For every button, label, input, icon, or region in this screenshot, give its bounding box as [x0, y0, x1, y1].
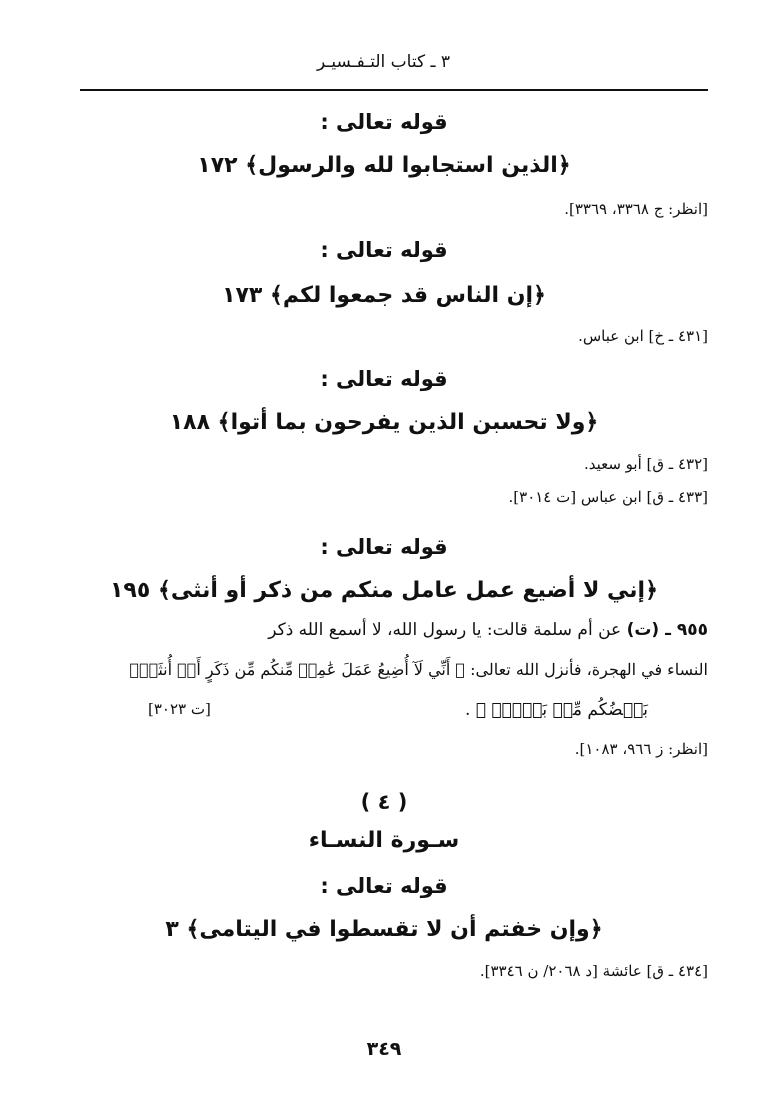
- hadith-reference: [ت ٣٠٢٣]: [148, 700, 211, 718]
- section-heading: قوله تعالى :: [320, 535, 448, 559]
- reference-line: [٤٣١ ـ خ] ابن عباس.: [578, 327, 708, 345]
- hadith-text: بَعۡضُكُم مِّنۢ بَعۡضٖۖ ﴾ .: [464, 700, 648, 720]
- section-heading: قوله تعالى :: [320, 110, 448, 134]
- verse-title: ﴿وإن خفتم أن لا تقسطوا في اليتامى﴾ ٣: [165, 917, 603, 942]
- reference-line: [٤٣٣ ـ ق] ابن عباس [ت ٣٠١٤].: [508, 488, 708, 506]
- verse-title: ﴿ولا تحسبن الذين يفرحون بما أتوا﴾ ١٨٨: [169, 410, 599, 435]
- surah-name: سـورة النسـاء: [308, 828, 460, 853]
- surah-number: ( ٤ ): [360, 790, 408, 814]
- section-heading: قوله تعالى :: [320, 874, 448, 898]
- reference-line: [انظر: ج ٣٣٦٨، ٣٣٦٩].: [564, 200, 708, 218]
- verse-title: ﴿إن الناس قد جمعوا لكم﴾ ١٧٣: [222, 283, 546, 308]
- hadith-line: [60, 700, 708, 726]
- reference-line: [٤٣٢ ـ ق] أبو سعيد.: [583, 455, 708, 473]
- section-heading: قوله تعالى :: [320, 367, 448, 391]
- hadith-text: عن أم سلمة قالت: يا رسول الله، لا أسمع الله ذكر: [268, 620, 622, 640]
- verse-title: ﴿الذين استجابوا لله والرسول﴾ ١٧٢: [197, 153, 571, 178]
- page-number: ٣٤٩: [366, 1038, 402, 1060]
- hadith-number: ٩٥٥ ـ (ت): [626, 620, 708, 640]
- running-title: ٣ ـ كتاب التـفـسيـر: [317, 52, 450, 72]
- hadith-line: النساء في الهجرة، فأنزل الله تعالى: ﴿ أَنِّي لَآ أُضِيعُ عَمَلَ عَٰمِلٖ مِّنكُم مِّن ذَكَرٍ أَوۡ أُنثَىٰۖ: [129, 660, 708, 679]
- reference-line: [٤٣٤ ـ ق] عائشة [د ٢٠٦٨/ ن ٣٣٤٦].: [479, 962, 708, 980]
- hadith-line: [60, 620, 708, 640]
- verse-title: ﴿إني لا أضيع عمل عامل منكم من ذكر أو أنثى﴾ ١٩٥: [110, 578, 658, 603]
- reference-line: [انظر: ز ٩٦٦، ١٠٨٣].: [574, 740, 708, 758]
- section-heading: قوله تعالى :: [320, 238, 448, 262]
